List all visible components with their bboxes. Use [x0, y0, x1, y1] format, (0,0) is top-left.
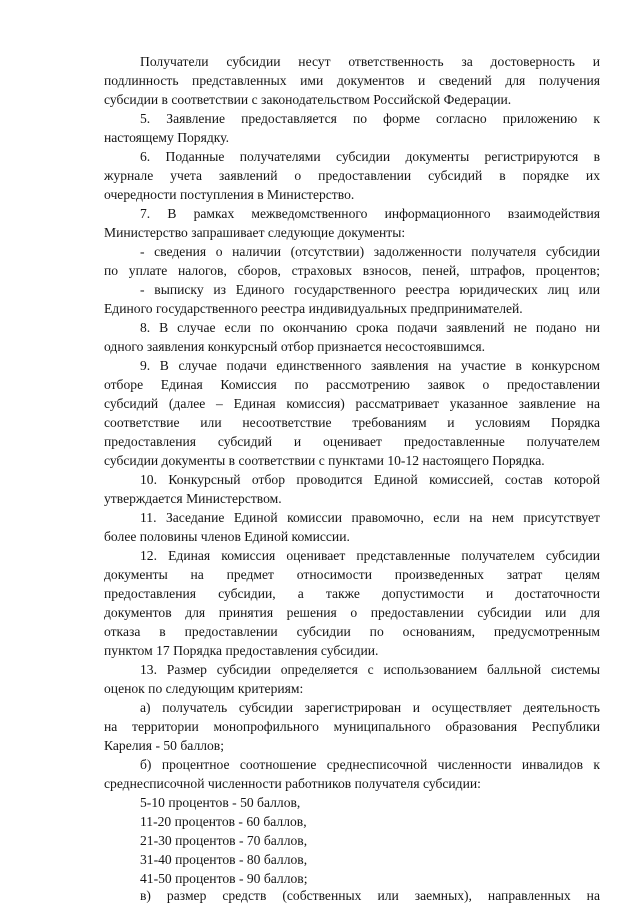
text-line: 9. В случае подачи единственного заявления на участие в конкурсном [140, 358, 600, 373]
text-line: пунктом 17 Порядка предоставления субсидии. [104, 643, 379, 658]
text-line: отборе Единая Комиссия по рассмотрению заявок о предоставлении [104, 377, 600, 392]
text-line: б) процентное соотношение среднесписочной численности инвалидов к [140, 757, 600, 772]
text-line: субсидий (далее – Единая комиссия) рассматривает указанное заявление на [104, 396, 600, 411]
text-line: предоставления субсидий и оценивает предоставленные получателем [104, 434, 600, 449]
text-line: субсидии в соответствии с законодательством Российской Федерации. [104, 92, 512, 107]
text-line: а) получатель субсидии зарегистрирован и осуществляет деятельность [140, 700, 600, 715]
text-line: подлинность представленных ими документов и сведений для получения [104, 73, 600, 88]
text-line: 10. Конкурсный отбор проводится Единой комиссией, состав которой [140, 472, 600, 487]
text-line: документов для принятия решения о предоставлении субсидии или для [104, 605, 600, 620]
text-line: настоящему Порядку. [104, 130, 230, 145]
text-line: Единого государственного реестра индивидуальных предпринимателей. [104, 301, 523, 316]
text-line: 11. Заседание Единой комиссии правомочно, если на нем присутствует [140, 510, 600, 525]
text-line: более половины членов Единой комиссии. [104, 529, 350, 544]
text-line: Получатели субсидии несут ответственность за достоверность и [140, 54, 600, 69]
text-line: 13. Размер субсидии определяется с использованием балльной системы [140, 662, 600, 677]
text-line: 5-10 процентов - 50 баллов, [140, 795, 301, 810]
text-line: в) размер средств (собственных или заемных), направленных на [140, 888, 600, 903]
text-line: оценок по следующим критериям: [104, 681, 304, 696]
text-line: журнале учета заявлений о предоставлении субсидий в порядке их [104, 168, 600, 183]
text-line: 5. Заявление предоставляется по форме согласно приложению к [140, 111, 600, 126]
text-line: соответствие или несоответствие требованиям и условиям Порядка [104, 415, 600, 430]
text-line: среднесписочной численности работников получателя субсидии: [104, 776, 481, 791]
text-line: Карелия - 50 баллов; [104, 738, 225, 753]
text-line: 6. Поданные получателями субсидии документы регистрируются в [140, 149, 600, 164]
text-line: 21-30 процентов - 70 баллов, [140, 833, 308, 848]
text-line: 7. В рамках межведомственного информационного взаимодействия [140, 206, 600, 221]
text-line: утверждается Министерством. [104, 491, 282, 506]
text-line: - выписку из Единого государственного реестра юридических лиц или [140, 282, 600, 297]
text-line: 11-20 процентов - 60 баллов, [140, 814, 307, 829]
text-line: отказа в предоставлении субсидии по основаниям, предусмотренным [104, 624, 600, 639]
text-line: 12. Единая комиссия оценивает представленные получателем субсидии [140, 548, 600, 563]
text-line: на территории монопрофильного муниципального образования Республики [104, 719, 600, 734]
text-line: очередности поступления в Министерство. [104, 187, 355, 202]
text-line: документы на предмет относимости произведенных затрат целям [104, 567, 600, 582]
text-line: предоставления субсидии, а также допустимости и достаточности [104, 586, 600, 601]
text-line: 41-50 процентов - 90 баллов; [140, 871, 308, 886]
text-line: - сведения о наличии (отсутствии) задолженности получателя субсидии [140, 244, 600, 259]
text-line: по уплате налогов, сборов, страховых взносов, пеней, штрафов, процентов; [104, 263, 600, 278]
text-line: субсидии документы в соответствии с пунктами 10-12 настоящего Порядка. [104, 453, 545, 468]
text-line: 8. В случае если по окончанию срока подачи заявлений не подано ни [140, 320, 600, 335]
text-line: 31-40 процентов - 80 баллов, [140, 852, 308, 867]
text-line: одного заявления конкурсный отбор признается несостоявшимся. [104, 339, 486, 354]
text-line: Министерство запрашивает следующие документы: [104, 225, 406, 240]
